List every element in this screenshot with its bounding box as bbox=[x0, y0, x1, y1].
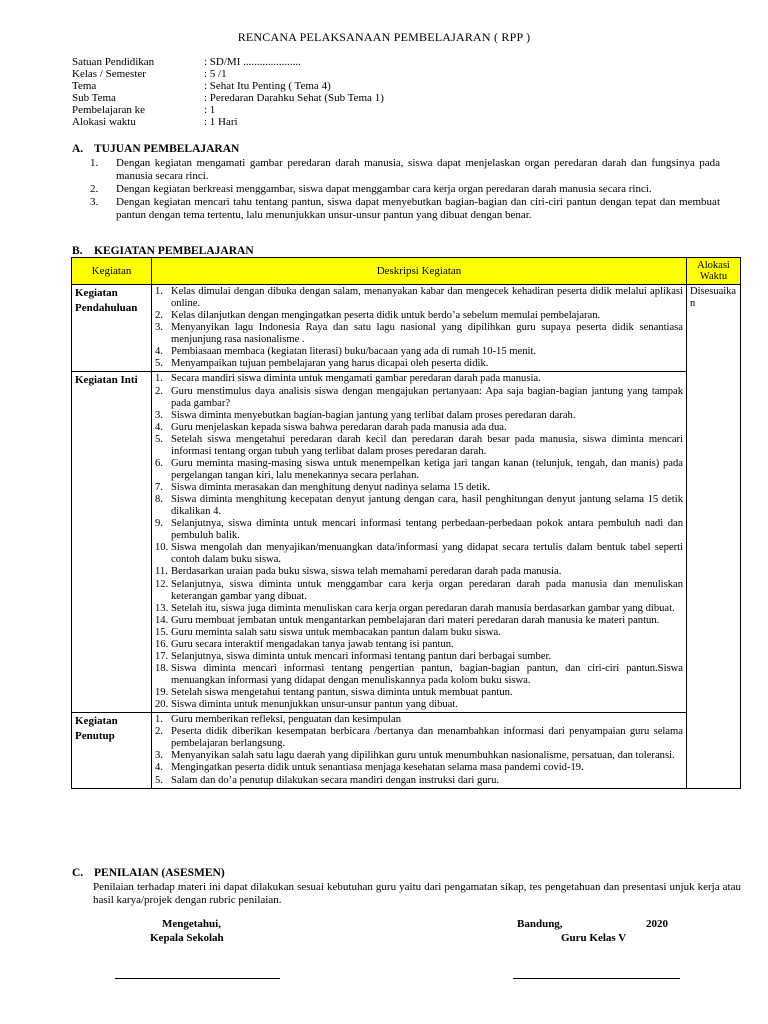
list-item bbox=[155, 699, 683, 711]
list-item bbox=[155, 422, 683, 434]
sign-right-line2: Guru Kelas V bbox=[561, 932, 627, 944]
section-heading-c bbox=[72, 867, 225, 881]
table-row bbox=[72, 713, 741, 788]
item-number: 5. bbox=[155, 358, 163, 370]
header-kegiatan: Kegiatan bbox=[72, 258, 152, 285]
item-text: Menyampaikan tujuan pembelajaran yang harus dicapai oleh peserta didik. bbox=[171, 358, 489, 370]
item-text: Berdasarkan uraian pada buku siswa, siswa telah memahami peredaran darah pada manusia. bbox=[171, 566, 562, 578]
list-item bbox=[155, 615, 683, 627]
list-item bbox=[155, 482, 683, 494]
info-value: : Peredaran Darahku Sehat (Sub Tema 1) bbox=[204, 92, 384, 104]
list-item bbox=[155, 714, 683, 726]
item-number: 16. bbox=[155, 638, 169, 650]
section-letter: B. bbox=[72, 245, 83, 257]
info-label: Satuan Pendidikan bbox=[72, 56, 155, 68]
item-number: 14. bbox=[155, 614, 169, 626]
list-item bbox=[155, 726, 683, 750]
list-item bbox=[90, 183, 720, 196]
list-item bbox=[155, 458, 683, 482]
section-title: KEGIATAN PEMBELAJARAN bbox=[94, 245, 254, 257]
list-item bbox=[155, 579, 683, 603]
row-steps bbox=[152, 372, 687, 713]
item-text: Siswa diminta menyebutkan bagian-bagian jantung yang terlibat dalam proses peredaran darah. bbox=[171, 409, 576, 421]
info-row bbox=[72, 116, 384, 128]
list-item bbox=[155, 603, 683, 615]
item-number: 4. bbox=[155, 421, 163, 433]
item-number: 3. bbox=[155, 322, 163, 334]
sign-left-line1: Mengetahui, bbox=[162, 918, 221, 930]
step-list bbox=[155, 286, 683, 370]
item-text: Dengan kegiatan mengamati gambar peredaran darah manusia, siswa dapat menjelaskan organ peredaran darah dan fungsinya pada manusia secara rinci. bbox=[116, 157, 720, 182]
info-row bbox=[72, 56, 384, 68]
header-alokasi: Alokasi Waktu bbox=[687, 258, 741, 285]
item-text: Siswa diminta mencari informasi tentang pengertian pantun, bagian-bagian pantun, dan ciri-ciri pantun.Siswa menuangkan informasi yang didapat dengan menuliskannya pada kolom buku siswa. bbox=[171, 662, 683, 686]
item-text: Guru menstimulus daya analisis siswa dengan mengajukan pertanyaan: Apa saja bagian-bagian jantung yang tampak pada gambar? bbox=[171, 385, 683, 409]
goal-list bbox=[90, 157, 720, 222]
item-number: 9. bbox=[155, 518, 163, 530]
list-item bbox=[155, 434, 683, 458]
item-text: Guru menjelaskan kepada siswa bahwa peredaran darah pada manusia ada dua. bbox=[171, 421, 507, 433]
info-label: Sub Tema bbox=[72, 92, 116, 104]
list-item bbox=[155, 775, 683, 787]
item-number: 3. bbox=[90, 195, 99, 208]
list-item bbox=[155, 358, 683, 370]
info-label: Tema bbox=[72, 80, 97, 92]
info-row bbox=[72, 68, 384, 80]
item-text: Mengingatkan peserta didik untuk senantiasa menjaga kesehatan selama masa pandemi covid-19. bbox=[171, 762, 584, 774]
item-number: 1. bbox=[155, 286, 163, 297]
list-item bbox=[155, 310, 683, 322]
section-letter: A. bbox=[72, 143, 84, 155]
info-value: : Sehat Itu Penting ( Tema 4) bbox=[204, 80, 331, 92]
list-item bbox=[155, 651, 683, 663]
alokasi-value: Disesuaikan bbox=[687, 285, 741, 789]
row-label: Kegiatan Penutup bbox=[72, 713, 152, 788]
info-value: : SD/MI ..................... bbox=[204, 56, 301, 68]
item-text: Setelah siswa mengetahui tentang pantun, siswa diminta untuk membuat pantun. bbox=[171, 687, 513, 699]
item-text: Siswa diminta menghitung kecepatan denyut jantung dengan cara, hasil penghitungan denyut jantung selama 15 detik dikalikan 4. bbox=[171, 494, 683, 518]
item-text: Siswa diminta untuk menunjukkan unsur-unsur pantun yang dibuat. bbox=[171, 699, 458, 711]
item-number: 20. bbox=[155, 699, 169, 711]
item-number: 12. bbox=[155, 578, 169, 590]
item-number: 4. bbox=[155, 346, 163, 358]
item-number: 2. bbox=[90, 182, 99, 195]
section-heading-a bbox=[72, 143, 239, 157]
item-text: Selanjutnya, siswa diminta untuk mencari informasi tentang perbedaan-perbedaan pokok antara pembuluh nadi dan pembuluh balik. bbox=[171, 518, 683, 542]
item-number: 5. bbox=[155, 774, 163, 786]
list-item bbox=[155, 286, 683, 310]
table-header-row bbox=[72, 258, 741, 285]
signature-line-left bbox=[115, 978, 280, 979]
identity-block bbox=[72, 56, 384, 128]
item-text: Salam dan do’a penutup dilakukan secara mandiri dengan instruksi dari guru. bbox=[171, 774, 500, 786]
list-item bbox=[155, 322, 683, 346]
info-row bbox=[72, 92, 384, 104]
list-item bbox=[155, 494, 683, 518]
item-text: Selanjutnya, siswa diminta untuk mencari informasi tentang pantun dari berbagai sumber. bbox=[171, 650, 552, 662]
info-value: : 1 bbox=[204, 104, 216, 116]
step-list bbox=[155, 373, 683, 711]
item-number: 3. bbox=[155, 750, 163, 762]
row-steps bbox=[152, 285, 687, 372]
list-item bbox=[90, 157, 720, 183]
list-item bbox=[155, 627, 683, 639]
item-text: Kelas dilanjutkan dengan mengingatkan peserta didik untuk berdo’a sebelum memulai pembelajaran. bbox=[171, 310, 601, 322]
info-label: Alokasi waktu bbox=[72, 116, 136, 128]
item-number: 2. bbox=[155, 385, 163, 397]
list-item bbox=[155, 762, 683, 774]
item-number: 19. bbox=[155, 687, 169, 699]
item-text: Secara mandiri siswa diminta untuk mengamati gambar peredaran darah pada manusia. bbox=[171, 373, 541, 385]
list-item bbox=[155, 663, 683, 687]
item-text: Siswa diminta merasakan dan menghitung denyut nadinya selama 15 detik. bbox=[171, 482, 490, 493]
activity-table bbox=[71, 257, 741, 789]
info-row bbox=[72, 104, 384, 116]
item-number: 15. bbox=[155, 626, 169, 638]
list-item bbox=[155, 542, 683, 566]
table-row bbox=[72, 372, 741, 713]
document-title: RENCANA PELAKSANAAN PEMBELAJARAN ( RPP ) bbox=[237, 30, 531, 44]
item-text: Guru membuat jembatan untuk mengantarkan pembelajaran dari materi peredaran darah manusia ke materi pantun. bbox=[171, 614, 660, 626]
list-item bbox=[155, 373, 683, 385]
item-number: 7. bbox=[155, 482, 163, 493]
section-title: TUJUAN PEMBELAJARAN bbox=[94, 143, 240, 155]
item-number: 18. bbox=[155, 662, 169, 674]
item-number: 1. bbox=[155, 714, 163, 726]
list-item bbox=[155, 687, 683, 699]
info-label: Pembelajaran ke bbox=[72, 104, 145, 116]
list-item bbox=[155, 750, 683, 762]
item-number: 2. bbox=[155, 726, 163, 738]
list-item bbox=[90, 196, 720, 222]
item-number: 17. bbox=[155, 650, 169, 662]
item-number: 1. bbox=[90, 157, 99, 169]
item-number: 13. bbox=[155, 602, 169, 614]
item-text: Guru meminta masing-masing siswa untuk menempelkan ketiga jari tangan kanan (telunjuk, tengah, dan manis) pada pergelangan tangan kiri, lalu menekannya secara perlahan. bbox=[171, 457, 683, 481]
item-text: Guru meminta salah satu siswa untuk membacakan pantun dalam buku siswa. bbox=[171, 626, 501, 638]
list-item bbox=[155, 639, 683, 651]
item-number: 11. bbox=[155, 566, 168, 578]
info-value: : 5 /1 bbox=[204, 68, 227, 80]
info-label: Kelas / Semester bbox=[72, 68, 146, 80]
sign-right-year: 2020 bbox=[646, 918, 668, 930]
item-text: Menyanyikan salah satu lagu daerah yang dipilihkan guru untuk menumbuhkan nasionalisme, persatuan, dan toleransi. bbox=[171, 750, 675, 762]
item-text: Menyanyikan lagu Indonesia Raya dan satu lagu nasional yang dipilihkan guru supaya peserta didik senantiasa menjunjung rasa nasionalisme . bbox=[171, 322, 683, 346]
section-title: PENILAIAN (ASESMEN) bbox=[94, 867, 225, 879]
item-number: 10. bbox=[155, 542, 169, 554]
sign-left-line2: Kepala Sekolah bbox=[150, 932, 224, 944]
row-steps bbox=[152, 713, 687, 788]
item-number: 6. bbox=[155, 457, 163, 469]
item-text: Peserta didik diberikan kesempatan berbicara /bertanya dan menambahkan informasi dari penyampaian guru selama pembelajaran berlangsung. bbox=[171, 726, 683, 750]
sign-right-place: Bandung, bbox=[517, 918, 563, 930]
list-item bbox=[155, 518, 683, 542]
item-text: Pembiasaan membaca (kegiatan literasi) buku/bacaan yang ada di rumah 10-15 menit. bbox=[171, 346, 537, 358]
item-text: Selanjutnya, siswa diminta untuk menggambar cara kerja organ peredaran darah pada manusia dan menuliskan keterangan gambar yang dibuat. bbox=[171, 578, 683, 602]
item-text: Guru memberikan refleksi, penguatan dan kesimpulan bbox=[171, 714, 402, 726]
item-text: Setelah itu, siswa juga diminta menuliskan cara kerja organ peredaran darah manusia berdasarkan gambar yang dibuat. bbox=[171, 602, 675, 614]
list-item bbox=[155, 386, 683, 410]
item-number: 5. bbox=[155, 433, 163, 445]
row-label: Kegiatan Inti bbox=[72, 372, 152, 713]
table-row bbox=[72, 285, 741, 372]
assessment-text: Penilaian terhadap materi ini dapat dilakukan sesuai kebutuhan guru yaitu dari pengamatan sikap, tes pengetahuan dan presentasi unjuk kerja atau hasil karya/projek dengan rubric penilaian. bbox=[93, 881, 741, 906]
header-deskripsi: Deskripsi Kegiatan bbox=[152, 258, 687, 285]
list-item bbox=[155, 346, 683, 358]
item-number: 2. bbox=[155, 310, 163, 322]
item-number: 1. bbox=[155, 373, 163, 385]
item-text: Siswa mengolah dan menyajikan/menuangkan data/informasi yang didapat secara tertulis dalam bentuk tabel seperti contoh dalam buku siswa. bbox=[171, 542, 683, 566]
list-item bbox=[155, 410, 683, 422]
item-text: Guru secara interaktif mengadakan tanya jawab tentang isi pantun. bbox=[171, 638, 454, 650]
item-text: Dengan kegiatan mencari tahu tentang pantun, siswa dapat menyebutkan bagian-bagian dan ciri-ciri pantun dengan tepat dan membuat pantun dengan tema tertentu, lalu menunjukkan unsur-unsur pantun yang dibuat dengan benar. bbox=[116, 195, 720, 221]
info-value: : 1 Hari bbox=[204, 116, 238, 128]
signature-line-right bbox=[513, 978, 680, 979]
section-letter: C. bbox=[72, 867, 84, 879]
row-label: Kegiatan Pendahuluan bbox=[72, 285, 152, 372]
item-number: 3. bbox=[155, 409, 163, 421]
info-row bbox=[72, 80, 384, 92]
step-list bbox=[155, 714, 683, 786]
item-text: Dengan kegiatan berkreasi menggambar, siswa dapat menggambar cara kerja organ peredaran darah manusia secara rinci. bbox=[116, 182, 652, 195]
list-item bbox=[155, 566, 683, 578]
item-text: Kelas dimulai dengan dibuka dengan salam, menanyakan kabar dan mengecek kehadiran peserta didik melalui aplikasi online. bbox=[171, 286, 683, 310]
item-number: 4. bbox=[155, 762, 163, 774]
item-text: Setelah siswa mengetahui peredaran darah kecil dan peredaran darah besar pada manusia, siswa diminta mencari informasi tentang organ tubuh yang terlibat dalam proses peredaran darah. bbox=[171, 433, 683, 457]
item-number: 8. bbox=[155, 494, 163, 506]
